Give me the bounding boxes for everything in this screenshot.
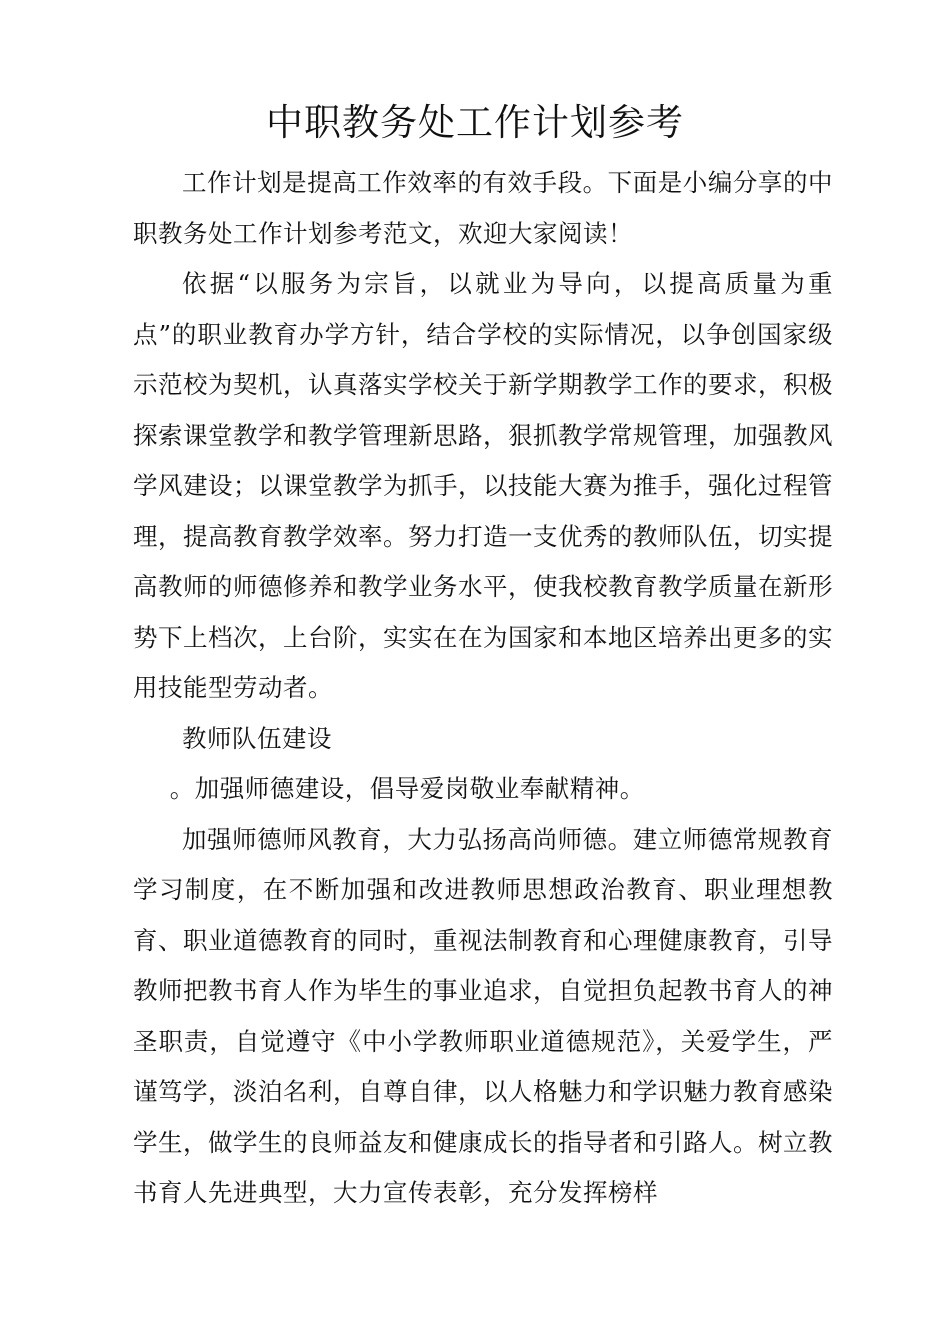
intro-paragraph: 工作计划是提高工作效率的有效手段。下面是小编分享的中职教务处工作计划参考范文，欢迎大家阅读！ — [133, 168, 833, 248]
subsection-heading: 。加强师德建设，倡导爱岗敬业奉献精神。 — [169, 774, 645, 803]
ethics-paragraph: 加强师德师风教育，大力弘扬高尚师德。建立师德常规教育学习制度，在不断加强和改进教师思想政治教育、职业理想教育、职业道德教育的同时，重视法制教育和心理健康教育，引导教师把教书育人作为毕生的事业追求，自觉担负起教书育人的神圣职责，自觉遵守《中小学教师职业道德规范》，关爱学生，严谨笃学，淡泊名利，自尊自律，以人格魅力和学识魅力教育感染学生，做学生的良师益友和健康成长的指导者和引路人。树立教书育人先进典型，大力宣传表彰，充分发挥榜样 — [133, 824, 833, 1207]
page-title: 中职教务处工作计划参考 — [266, 101, 684, 144]
guideline-paragraph: 依据“以服务为宗旨，以就业为导向，以提高质量为重点”的职业教育办学方针，结合学校的实际情况，以争创国家级示范校为契机，认真落实学校关于新学期教学工作的要求，积极探索课堂教学和教学管理新思路，狠抓教学常规管理，加强教风学风建设；以课堂教学为抓手，以技能大赛为推手，强化过程管理，提高教育教学效率。努力打造一支优秀的教师队伍，切实提高教师的师德修养和教学业务水平，使我校教育教学质量在新形势下上档次，上台阶，实实在在为国家和本地区培养出更多的实用技能型劳动者。 — [133, 269, 833, 702]
document-body — [133, 158, 833, 1219]
section-heading: 教师队伍建设 — [182, 723, 332, 753]
